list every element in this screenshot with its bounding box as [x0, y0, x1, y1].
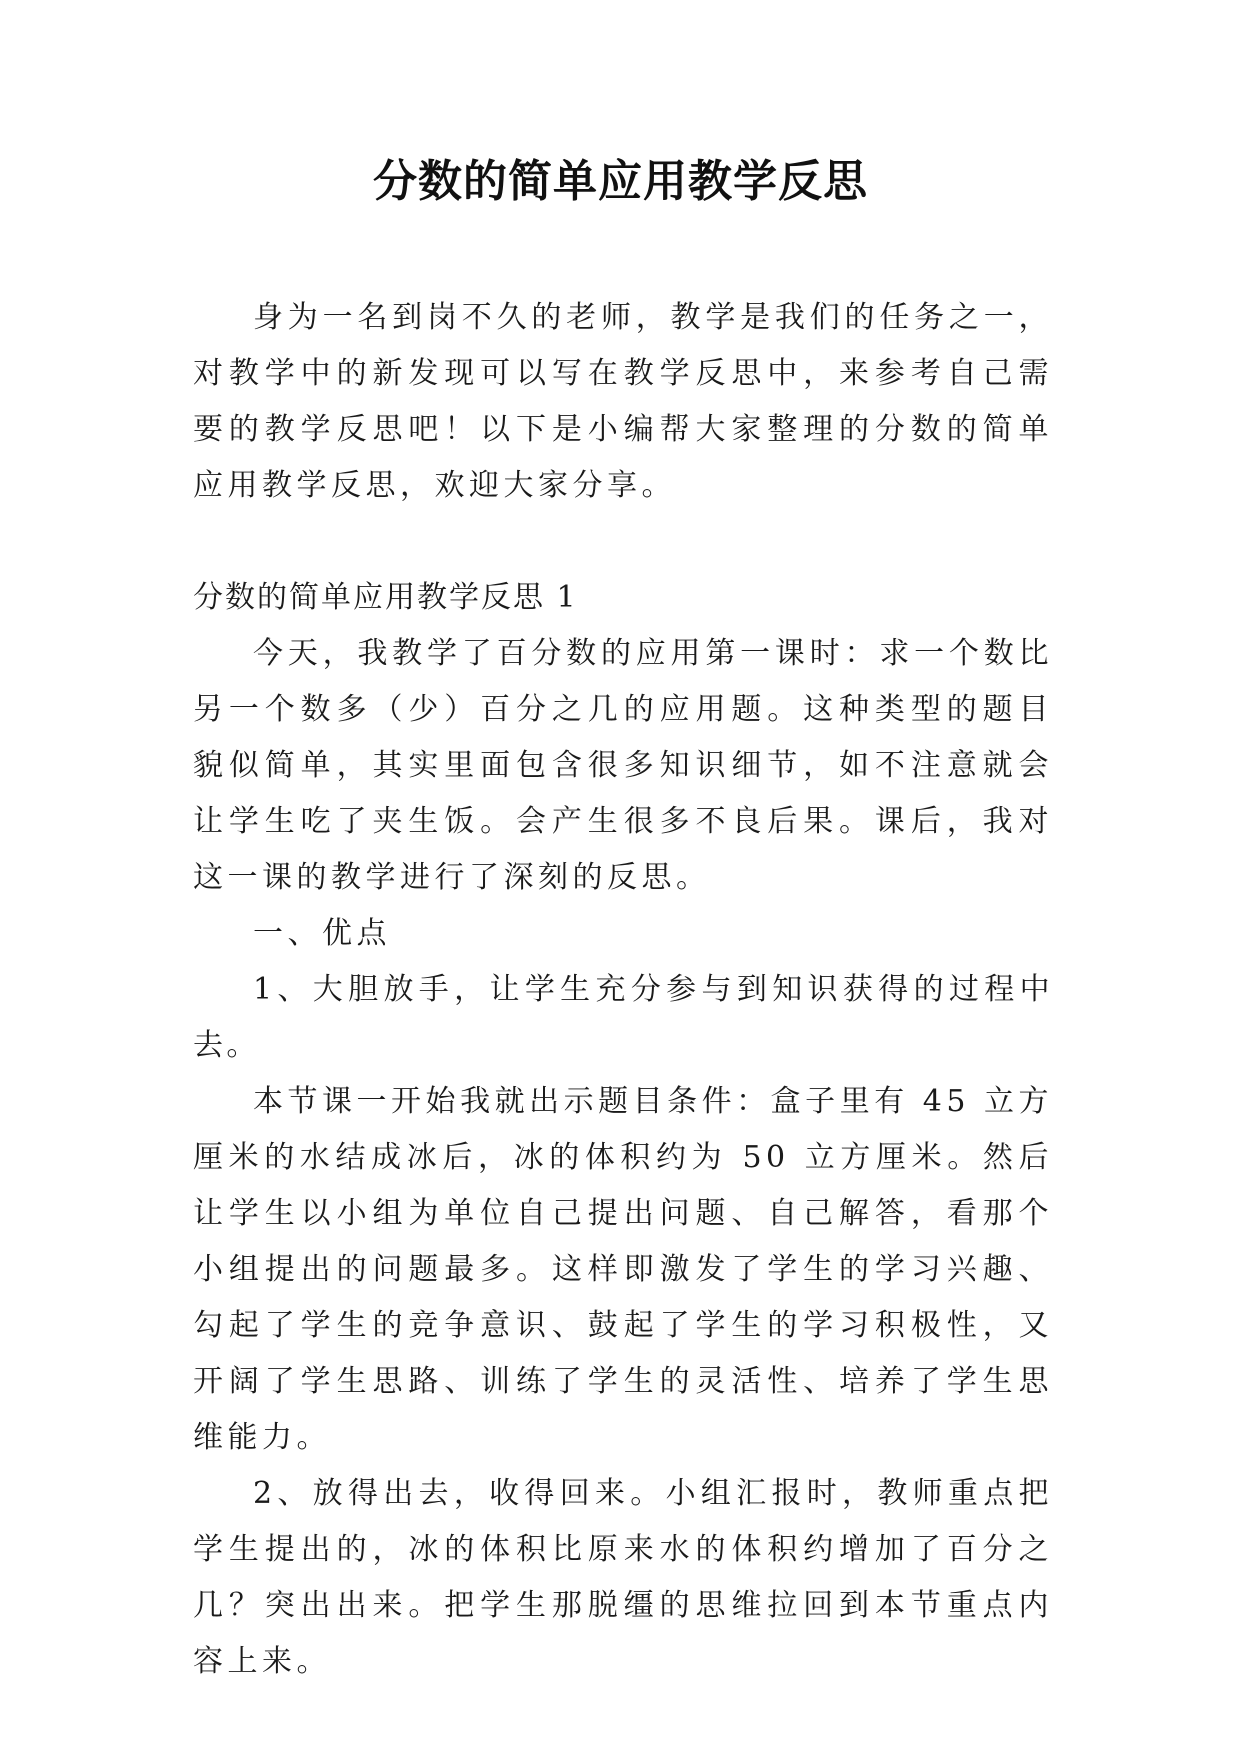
subheading-advantages: 一、优点 — [253, 916, 391, 951]
body-paragraph-point-1: 1、大胆放手，让学生充分参与到知识获得的过程中去。 — [193, 972, 1053, 1063]
document-title: 分数的简单应用教学反思 — [373, 156, 868, 207]
section-heading: 分数的简单应用教学反思 1 — [193, 580, 578, 615]
body-paragraph-1: 今天，我教学了百分数的应用第一课时：求一个数比另一个数多（少）百分之几的应用题。这种类型的题目貌似简单，其实里面包含很多知识细节，如不注意就会让学生吃了夹生饭。会产生很多不良后果。课后，我对这一课的教学进行了深刻的反思。 — [193, 636, 1053, 895]
document-body — [193, 290, 1053, 1690]
paragraph-gap — [193, 514, 1053, 570]
body-paragraph-point-2: 2、放得出去，收得回来。小组汇报时，教师重点把学生提出的，冰的体积比原来水的体积约增加了百分之几？突出出来。把学生那脱缰的思维拉回到本节重点内容上来。 — [193, 1476, 1053, 1679]
body-paragraph-2: 本节课一开始我就出示题目条件：盒子里有 45 立方厘米的水结成冰后，冰的体积约为 50 立方厘米。然后让学生以小组为单位自己提出问题、自己解答，看那个小组提出的问题最多。这样即激发了学生的学习兴趣、勾起了学生的竞争意识、鼓起了学生的学习积极性，又开阔了学生思路、训练了学生的灵活性、培养了学生思维能力。 — [193, 1084, 1053, 1455]
intro-paragraph: 身为一名到岗不久的老师，教学是我们的任务之一，对教学中的新发现可以写在教学反思中，来参考自己需要的教学反思吧！以下是小编帮大家整理的分数的简单应用教学反思，欢迎大家分享。 — [193, 300, 1053, 503]
